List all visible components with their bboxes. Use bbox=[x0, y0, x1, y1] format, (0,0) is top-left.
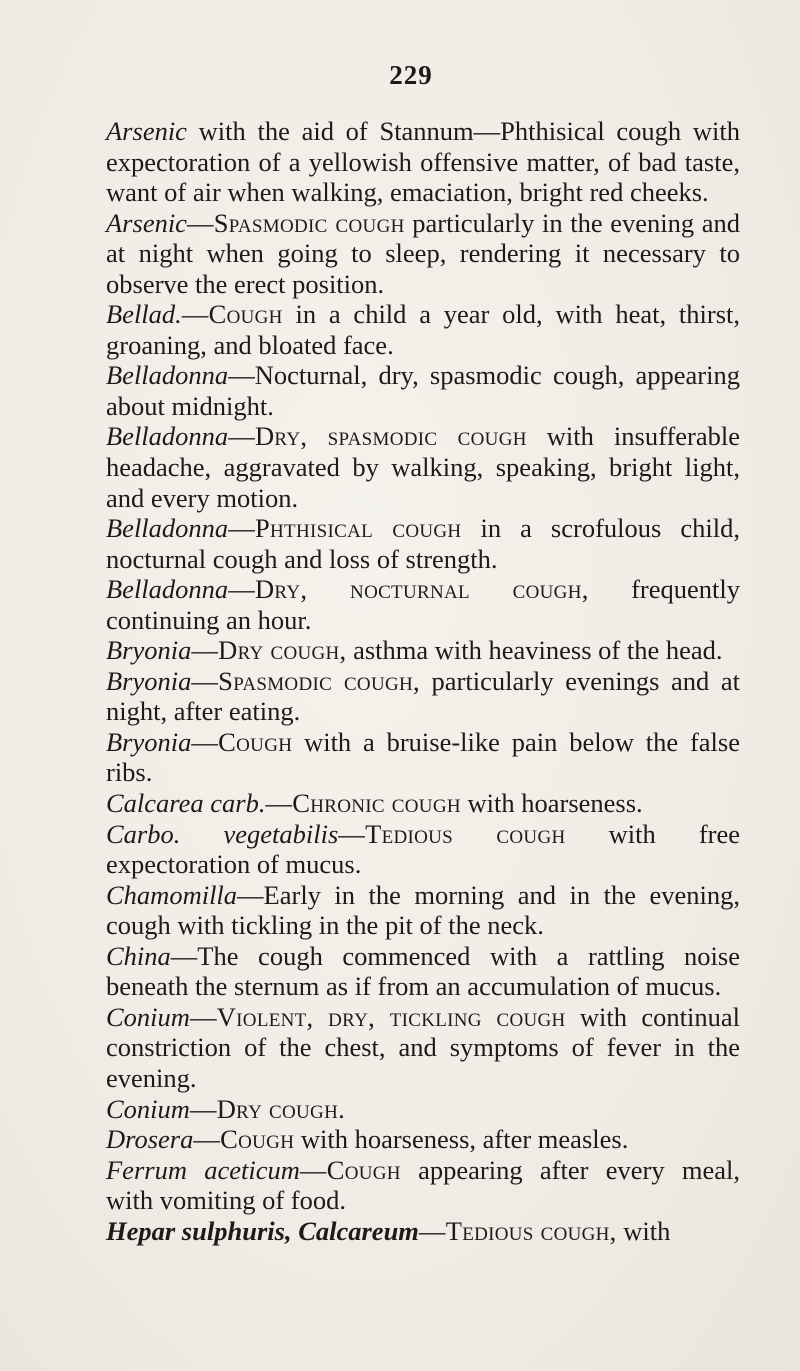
symptom-keyword: —Cough bbox=[193, 1124, 295, 1155]
entry-bryonia-1 bbox=[106, 635, 740, 666]
symptom-keyword: —Spasmodic cough bbox=[186, 207, 405, 238]
remedy-name: Arsenic bbox=[106, 116, 187, 146]
symptom-keyword: —Cough bbox=[191, 726, 293, 757]
entry-text: with hoarseness. bbox=[460, 788, 643, 819]
entry-belladonna-2 bbox=[106, 421, 740, 513]
entry-bellad bbox=[106, 299, 740, 360]
entry-conium-1 bbox=[106, 1002, 740, 1094]
entry-text: —Early in the morning and in the evening, cough with tickling in the pit of the neck. bbox=[106, 879, 740, 941]
entry-bryonia-3 bbox=[106, 727, 740, 788]
symptom-keyword: —Dry cough, bbox=[191, 635, 347, 666]
entry-text: particularly evenings and at night, after eating. bbox=[106, 665, 740, 727]
entry-text: in a child a year old, with heat, thirst, groaning, and bloated face. bbox=[106, 299, 740, 360]
entry-bryonia-2 bbox=[106, 666, 740, 727]
symptom-keyword: —Chronic cough bbox=[265, 788, 461, 819]
entry-drosera bbox=[106, 1124, 740, 1155]
remedy-name: Belladonna bbox=[106, 513, 229, 544]
remedy-name: Bryonia bbox=[106, 726, 192, 757]
entry-text: with bbox=[616, 1215, 671, 1246]
entry-text: with continual constriction of the chest, and symptoms of fever in the evening. bbox=[106, 1001, 740, 1093]
remedy-name: Bryonia bbox=[106, 635, 192, 666]
entry-belladonna-4 bbox=[106, 574, 740, 635]
entry-text: in a scrofulous child, nocturnal cough and loss of strength. bbox=[106, 513, 740, 574]
remedy-name: Belladonna bbox=[106, 360, 229, 391]
entry-ferrum bbox=[106, 1155, 740, 1216]
symptom-keyword: —Cough bbox=[181, 299, 283, 330]
entry-text: with insufferable headache, aggravated by walking, speaking, bright light, and every motion. bbox=[106, 421, 741, 513]
entry-text: frequently continuing an hour. bbox=[106, 574, 740, 635]
entry-belladonna-3 bbox=[106, 513, 740, 574]
symptom-keyword: —Dry, nocturnal cough, bbox=[228, 574, 589, 605]
remedy-name: Belladonna bbox=[106, 421, 229, 452]
entry-text: with a bruise-like pain below the false ribs. bbox=[106, 726, 740, 788]
entry-china bbox=[106, 941, 740, 1002]
remedy-name: Conium bbox=[106, 1001, 190, 1032]
entry-text: —Nocturnal, dry, spasmodic cough, appearing about midnight. bbox=[106, 360, 740, 421]
remedy-name: Bellad. bbox=[106, 299, 182, 330]
remedy-name: Chamomilla bbox=[106, 879, 238, 910]
symptom-keyword: —Tedious cough, bbox=[418, 1215, 617, 1246]
page-body bbox=[106, 116, 740, 1246]
entry-arsenic-2 bbox=[106, 208, 740, 300]
remedy-name: Drosera bbox=[106, 1124, 194, 1155]
symptom-keyword: —Spasmodic cough, bbox=[191, 665, 420, 696]
entry-text: —The cough commenced with a rattling noise beneath the sternum as if from an accumulation of mucus. bbox=[106, 940, 740, 1002]
entry-hepar bbox=[106, 1216, 740, 1247]
symptom-keyword: —Violent, dry, tickling cough bbox=[189, 1001, 566, 1032]
symptom-keyword: —Cough bbox=[299, 1154, 401, 1185]
symptom-keyword: —Phthisical cough bbox=[228, 513, 462, 544]
symptom-keyword: —Dry, spasmodic cough bbox=[228, 421, 527, 452]
remedy-name: Arsenic bbox=[106, 207, 187, 238]
entry-text: with hoarseness, after measles. bbox=[294, 1124, 629, 1155]
entry-belladonna-1 bbox=[106, 360, 740, 421]
entry-text: particularly in the evening and at night when going to sleep, rendering it necessary to observe the erect position. bbox=[106, 207, 740, 299]
entry-carbo bbox=[106, 819, 740, 880]
entry-conium-2 bbox=[106, 1094, 740, 1125]
remedy-name: China bbox=[106, 940, 171, 971]
remedy-name: Ferrum aceticum bbox=[106, 1154, 300, 1185]
entry-text: with free expectoration of mucus. bbox=[106, 818, 740, 880]
remedy-name: Bryonia bbox=[106, 665, 192, 696]
remedy-name: Calcarea carb. bbox=[106, 788, 266, 819]
entry-text: asthma with heaviness of the head. bbox=[346, 635, 723, 666]
remedy-name: Carbo. vegetabilis bbox=[106, 818, 339, 849]
entry-text: with the aid of Stannum—Phthisical cough with expectoration of a yellowish offensive matter, of bad taste, want of air when walking, emaciation, bright red cheeks. bbox=[106, 116, 740, 208]
entry-chamomilla bbox=[106, 880, 740, 941]
remedy-name: Conium bbox=[106, 1093, 190, 1124]
symptom-keyword: —Tedious cough bbox=[338, 818, 566, 849]
page-number: 229 bbox=[389, 60, 433, 90]
entry-text: appearing after every meal, with vomiting of food. bbox=[106, 1154, 740, 1216]
entry-calcarea bbox=[106, 788, 740, 819]
symptom-keyword: —Dry cough. bbox=[189, 1093, 346, 1124]
remedy-name: Hepar sulphuris, Calcareum bbox=[106, 1215, 419, 1246]
entry-arsenic-1 bbox=[106, 116, 740, 208]
remedy-name: Belladonna bbox=[106, 574, 229, 605]
